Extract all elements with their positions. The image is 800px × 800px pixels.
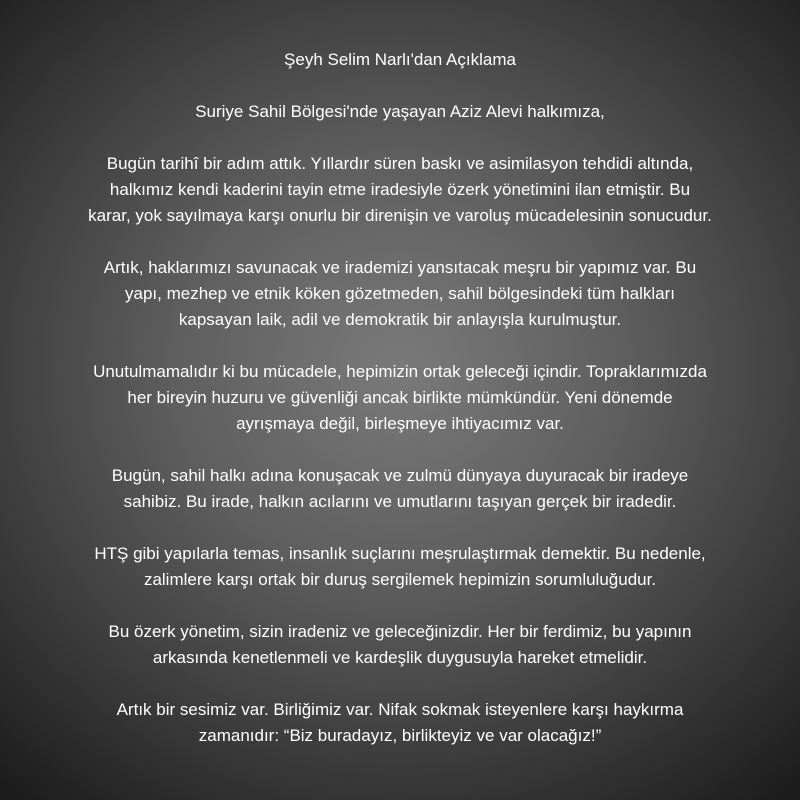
statement-body — [0, 151, 800, 749]
paragraph-line: sahibiz. Bu irade, halkın acılarını ve umutlarını taşıyan gerçek bir iradedir. — [123, 492, 677, 511]
paragraph-line: Bu özerk yönetim, sizin iradeniz ve geleceğinizdir. Her bir ferdimiz, bu yapının — [108, 622, 692, 641]
paragraph-line: her bireyin huzuru ve güvenliği ancak birlikte mümkündür. Yeni dönemde — [127, 388, 673, 407]
paragraph-line: Bugün, sahil halkı adına konuşacak ve zulmü dünyaya duyuracak bir iradeye — [111, 466, 689, 485]
statement-title: Şeyh Selim Narlı'dan Açıklama — [284, 50, 516, 69]
paragraph-7 — [0, 697, 800, 749]
paragraph-line: zamanıdır: “Biz buradayız, birlikteyiz ve var olacağız!” — [198, 726, 602, 745]
paragraph-5 — [0, 541, 800, 593]
paragraph-line: Artık, haklarımızı savunacak ve irademizi yansıtacak meşru bir yapımız var. Bu — [103, 258, 697, 277]
paragraph-line: arkasında kenetlenmeli ve kardeşlik duygusuyla hareket etmelidir. — [152, 648, 648, 667]
paragraph-4 — [0, 463, 800, 515]
paragraph-3 — [0, 359, 800, 437]
paragraph-2 — [0, 255, 800, 333]
paragraph-line: Unutulmamalıdır ki bu mücadele, hepimizin ortak geleceği içindir. Topraklarımızda — [93, 362, 707, 381]
paragraph-line: HTŞ gibi yapılarla temas, insanlık suçlarını meşrulaştırmak demektir. Bu nedenle, — [94, 544, 706, 563]
paragraph-line: zalimlere karşı ortak bir duruş sergilemek hepimizin sorumluluğudur. — [143, 570, 657, 589]
paragraph-line: kapsayan laik, adil ve demokratik bir anlayışla kurulmuştur. — [178, 310, 622, 329]
paragraph-6 — [0, 619, 800, 671]
paragraph-line: Bugün tarihî bir adım attık. Yıllardır süren baskı ve asimilasyon tehdidi altında, — [106, 154, 694, 173]
paragraph-line: karar, yok sayılmaya karşı onurlu bir direnişin ve varoluş mücadelesinin sonucudur. — [88, 206, 712, 225]
paragraph-1 — [0, 151, 800, 229]
paragraph-line: Artık bir sesimiz var. Birliğimiz var. Nifak sokmak isteyenlere karşı haykırma — [116, 700, 684, 719]
salutation: Suriye Sahil Bölgesi'nde yaşayan Aziz Alevi halkımıza, — [195, 102, 605, 121]
paragraph-line: halkımız kendi kaderini tayin etme iradesiyle özerk yönetimini ilan etmiştir. Bu — [109, 180, 691, 199]
paragraph-line: yapı, mezhep ve etnik köken gözetmeden, sahil bölgesindeki tüm halkları — [125, 284, 675, 303]
paragraph-line: ayrışmaya değil, birleşmeye ihtiyacımız var. — [236, 414, 564, 433]
